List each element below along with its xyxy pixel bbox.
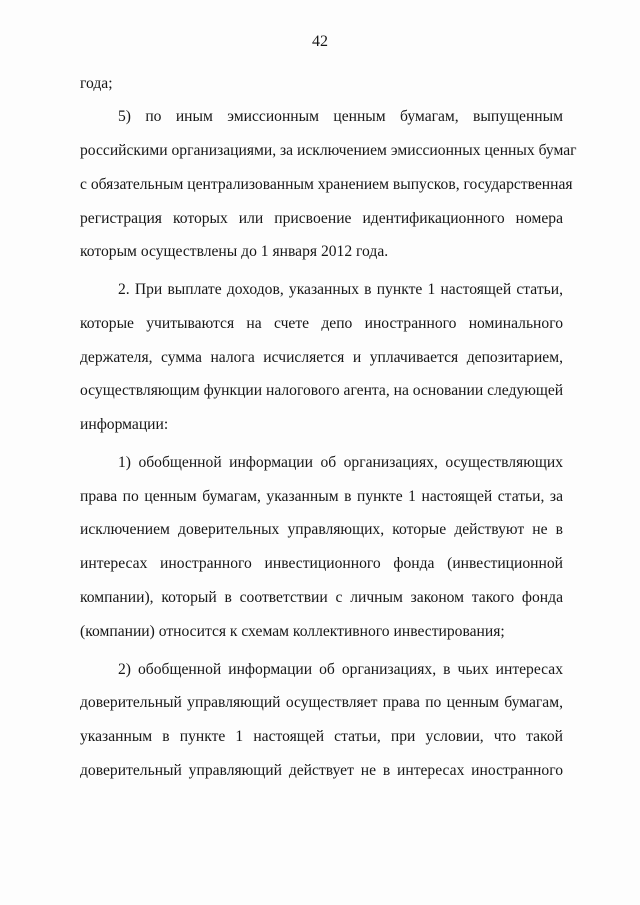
text-line: компании), который в соответствии с личным законом такого фонда xyxy=(80,589,563,606)
text-line: доверительный управляющий действует не в интересах иностранного xyxy=(80,762,563,779)
text-line: которые учитываются на счете депо иностранного номинального xyxy=(80,315,563,332)
text-line: (компании) относится к схемам коллективного инвестирования; xyxy=(80,623,505,640)
page-number: 42 xyxy=(312,33,328,50)
text-line: регистрация которых или присвоение идентификационного номера xyxy=(80,210,563,227)
text-line: права по ценным бумагам, указанным в пункте 1 настоящей статьи, за xyxy=(80,488,563,505)
text-line: держателя, сумма налога исчисляется и уплачивается депозитарием, xyxy=(80,349,563,366)
text-line: 2. При выплате доходов, указанных в пункте 1 настоящей статьи, xyxy=(118,281,563,298)
text-line: исключением доверительных управляющих, которые действуют не в xyxy=(80,521,563,538)
text-line: указанным в пункте 1 настоящей статьи, при условии, что такой xyxy=(80,728,563,745)
text-line: доверительный управляющий осуществляет права по ценным бумагам, xyxy=(80,694,563,711)
text-line: года; xyxy=(80,75,113,92)
text-line: 1) обобщенной информации об организациях, осуществляющих xyxy=(118,454,563,471)
text-line: информации: xyxy=(80,416,169,433)
text-line: 5) по иным эмиссионным ценным бумагам, выпущенным xyxy=(118,108,563,125)
text-line: 2) обобщенной информации об организациях, в чьих интересах xyxy=(118,661,563,678)
text-line: российскими организациями, за исключением эмиссионных ценных бумаг xyxy=(80,142,577,159)
text-line: которым осуществлены до 1 января 2012 года. xyxy=(80,243,389,260)
text-line: с обязательным централизованным хранением выпусков, государственная xyxy=(80,176,573,193)
text-line: осуществляющим функции налогового агента, на основании следующей xyxy=(80,382,564,399)
text-line: интересах иностранного инвестиционного фонда (инвестиционной xyxy=(80,555,563,572)
